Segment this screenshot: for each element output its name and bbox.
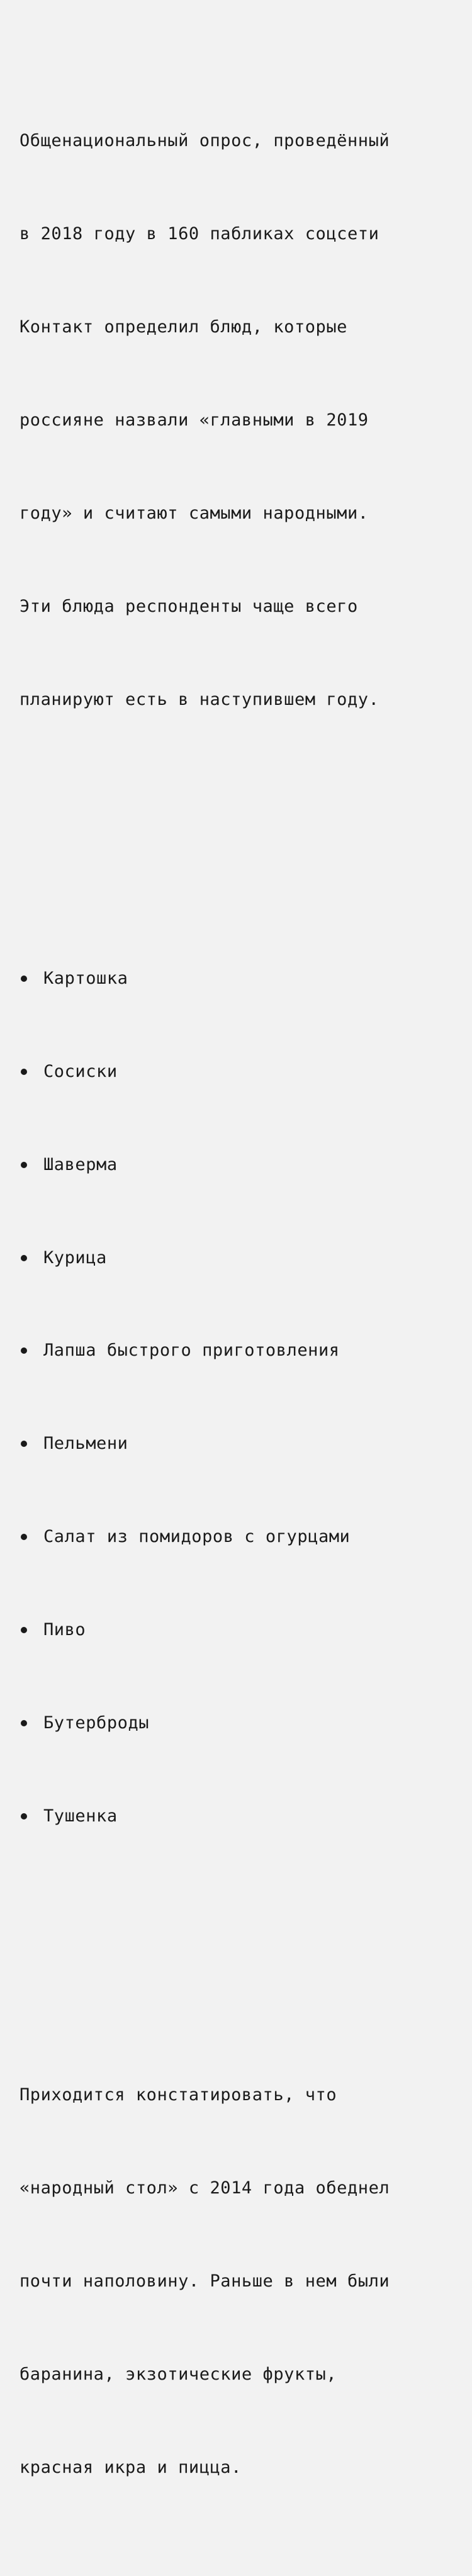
bullet-icon — [21, 1162, 27, 1168]
dish-label: Лапша быстрого приготовления — [43, 1341, 340, 1361]
intro-paragraph — [20, 64, 453, 777]
dish-list — [20, 901, 453, 1894]
intro-line: Контакт определил блюд, которые — [20, 317, 347, 337]
list-item — [20, 1707, 453, 1738]
dish-label: Сосиски — [43, 1061, 118, 1081]
bullet-icon — [21, 1347, 27, 1354]
dish-label: Тушенка — [43, 1806, 118, 1826]
list-item — [20, 1801, 453, 1831]
intro-line: Общенациональный опрос, проведённый — [20, 131, 390, 151]
list-item — [20, 1521, 453, 1552]
conclusion-line: Приходится констатировать, что — [20, 2085, 337, 2105]
dish-label: Шаверма — [43, 1154, 118, 1174]
conclusion-line: почти наполовину. Раньше в нем были — [20, 2271, 390, 2292]
intro-line: году» и считают самыми народными. — [20, 503, 369, 523]
intro-line: в 2018 году в 160 пабликах соцсети — [20, 224, 379, 244]
conclusion-line: красная икра и пицца. — [20, 2457, 242, 2477]
dish-label: Салат из помидоров с огурцами — [43, 1527, 351, 1547]
dish-label: Пиво — [43, 1620, 86, 1640]
bullet-icon — [21, 1534, 27, 1540]
intro-line: планируют есть в наступившем году. — [20, 689, 379, 709]
list-item — [20, 1428, 453, 1459]
bullet-icon — [21, 1627, 27, 1633]
conclusion-paragraph — [20, 2018, 453, 2545]
list-item — [20, 963, 453, 994]
dish-label: Пельмени — [43, 1434, 128, 1454]
list-item — [20, 1242, 453, 1273]
list-item — [20, 1149, 453, 1180]
intro-line: Эти блюда респонденты чаще всего — [20, 596, 358, 616]
dish-label: Курица — [43, 1247, 107, 1268]
conclusion-line: баранина, экзотические фрукты, — [20, 2364, 337, 2384]
list-item — [20, 1335, 453, 1366]
bullet-icon — [21, 1813, 27, 1820]
intro-line: россияне назвали «главными в 2019 — [20, 410, 369, 430]
conclusion-line: «народный стол» с 2014 года обеднел — [20, 2178, 390, 2198]
bullet-icon — [21, 1069, 27, 1075]
dish-label: Бутерброды — [43, 1713, 150, 1733]
bullet-icon — [21, 1255, 27, 1261]
list-item — [20, 1056, 453, 1087]
bullet-icon — [21, 976, 27, 982]
dish-label: Картошка — [43, 968, 128, 988]
list-item — [20, 1614, 453, 1645]
bullet-icon — [21, 1720, 27, 1726]
bullet-icon — [21, 1441, 27, 1447]
